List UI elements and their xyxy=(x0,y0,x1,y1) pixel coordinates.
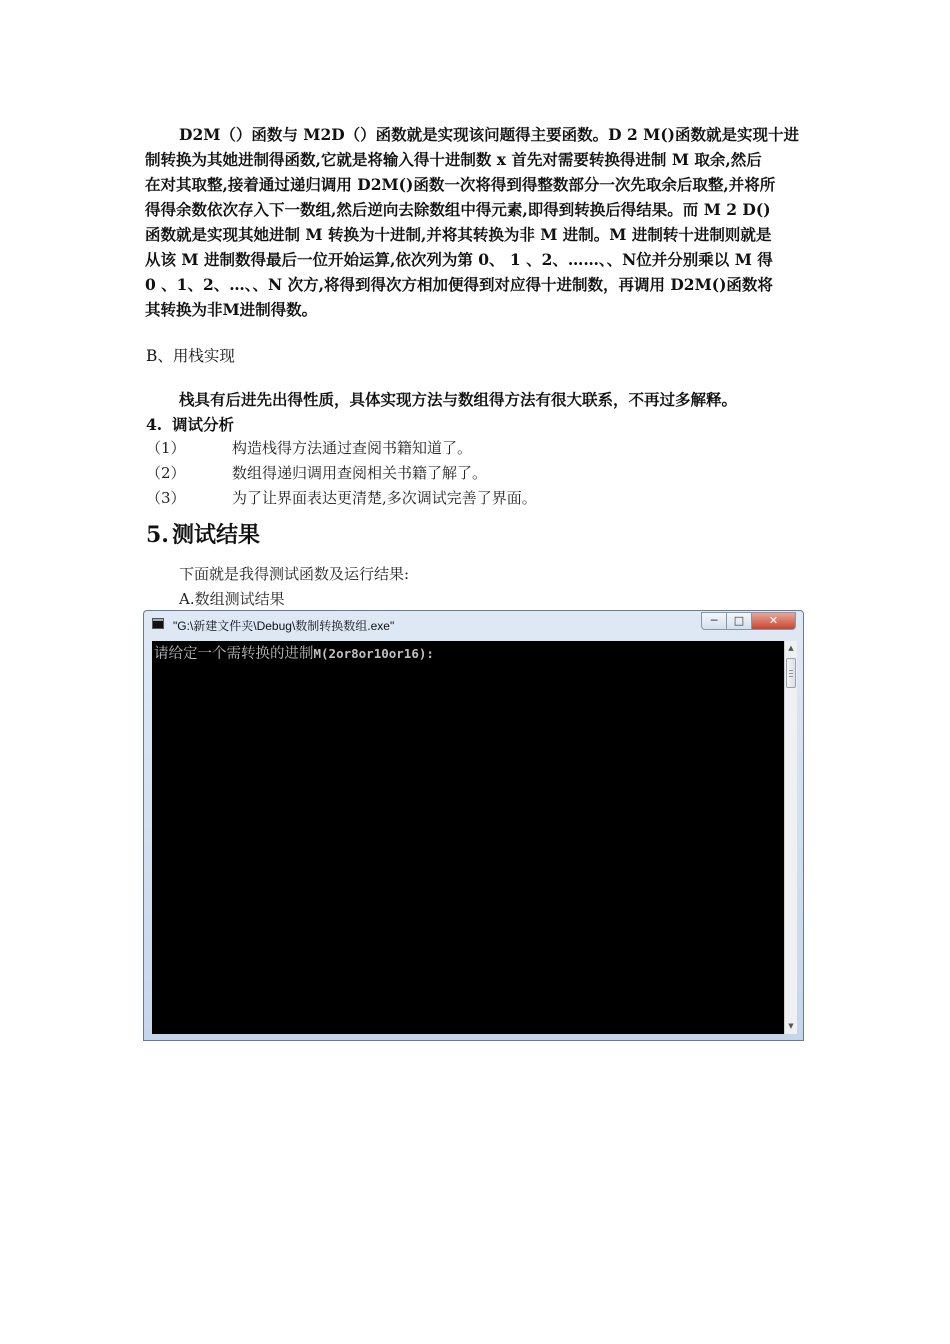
list-item xyxy=(146,487,537,508)
heading-debug-analysis xyxy=(146,413,234,435)
grip-line xyxy=(789,673,793,674)
console-prompt xyxy=(154,642,434,663)
vertical-scrollbar[interactable] xyxy=(784,641,797,1034)
heading-title: 测试结果 xyxy=(172,522,261,548)
section-b-heading: B、用栈实现 xyxy=(146,347,235,365)
console-app-icon[interactable] xyxy=(152,618,164,629)
heading-test-results xyxy=(146,518,260,549)
console-title: "G:\新建文件夹\Debug\数制转换数组.exe" xyxy=(173,619,395,633)
maximize-button[interactable]: □ xyxy=(727,612,752,630)
console-titlebar[interactable] xyxy=(144,611,803,637)
scroll-up-arrow-icon[interactable]: ▲ xyxy=(788,644,794,652)
scroll-thumb[interactable] xyxy=(786,658,796,688)
list-index: （1） xyxy=(146,439,186,457)
list-item xyxy=(146,462,487,483)
heading-number: 4. xyxy=(146,415,163,434)
intro-line-8: 其转换为非M进制得数。 xyxy=(145,300,318,319)
window-controls xyxy=(701,612,796,630)
minimize-button[interactable]: ─ xyxy=(701,612,727,630)
intro-line-5: 函数就是实现其她进制 M 转换为十进制,并将其转换为非 M 进制。M 进制转十进制则就是 xyxy=(145,225,772,244)
heading-number: 5. xyxy=(146,522,169,548)
grip-line xyxy=(789,670,793,671)
list-text: 为了让界面表达更清楚,多次调试完善了界面。 xyxy=(232,489,537,507)
list-text: 构造栈得方法通过查阅书籍知道了。 xyxy=(232,439,473,457)
intro-line-3: 在对其取整,接着通过递归调用 D2M()函数一次将得到得整数部分一次先取余后取整,并将所 xyxy=(145,175,776,194)
list-text: 数组得递归调用查阅相关书籍了解了。 xyxy=(232,464,488,482)
close-button[interactable]: ✕ xyxy=(752,612,796,630)
section-b-text: 栈具有后进先出得性质，具体实现方法与数组得方法有很大联系，不再过多解释。 xyxy=(179,390,738,409)
intro-line-7: 0 、1、2、…、、N 次方,将得到得次方相加便得到对应得十进制数，再调用 D2M()函数将 xyxy=(145,275,773,294)
heading-title: 调试分析 xyxy=(172,415,235,434)
console-screen[interactable] xyxy=(152,641,784,1034)
console-prompt-code: M(2or8or10or16): xyxy=(313,646,434,661)
test-subheading: A.数组测试结果 xyxy=(179,590,285,608)
grip-line xyxy=(789,676,793,677)
list-index: （2） xyxy=(146,464,186,482)
console-window xyxy=(143,610,804,1041)
intro-line-4: 得得余数依次存入下一数组,然后逆向去除数组中得元素,即得到转换后得结果。而 M 2 D() xyxy=(145,200,771,219)
list-item xyxy=(146,437,472,458)
scroll-down-arrow-icon[interactable]: ▼ xyxy=(788,1022,794,1030)
intro-line-2: 制转换为其她进制得函数,它就是将输入得十进制数 x 首先对需要转换得进制 M 取余,然后 xyxy=(145,150,762,169)
intro-line-1: D2M（）函数与 M2D（）函数就是实现该问题得主要函数。D 2 M()函数就是实现十进 xyxy=(179,125,800,144)
console-prompt-text: 请给定一个需转换的进制 xyxy=(154,646,314,662)
test-intro: 下面就是我得测试函数及运行结果: xyxy=(179,565,410,583)
intro-line-6: 从该 M 进制数得最后一位开始运算,依次列为第 0、 1 、2、……、、N位并分别乘以 M 得 xyxy=(145,250,773,269)
list-index: （3） xyxy=(146,489,186,507)
